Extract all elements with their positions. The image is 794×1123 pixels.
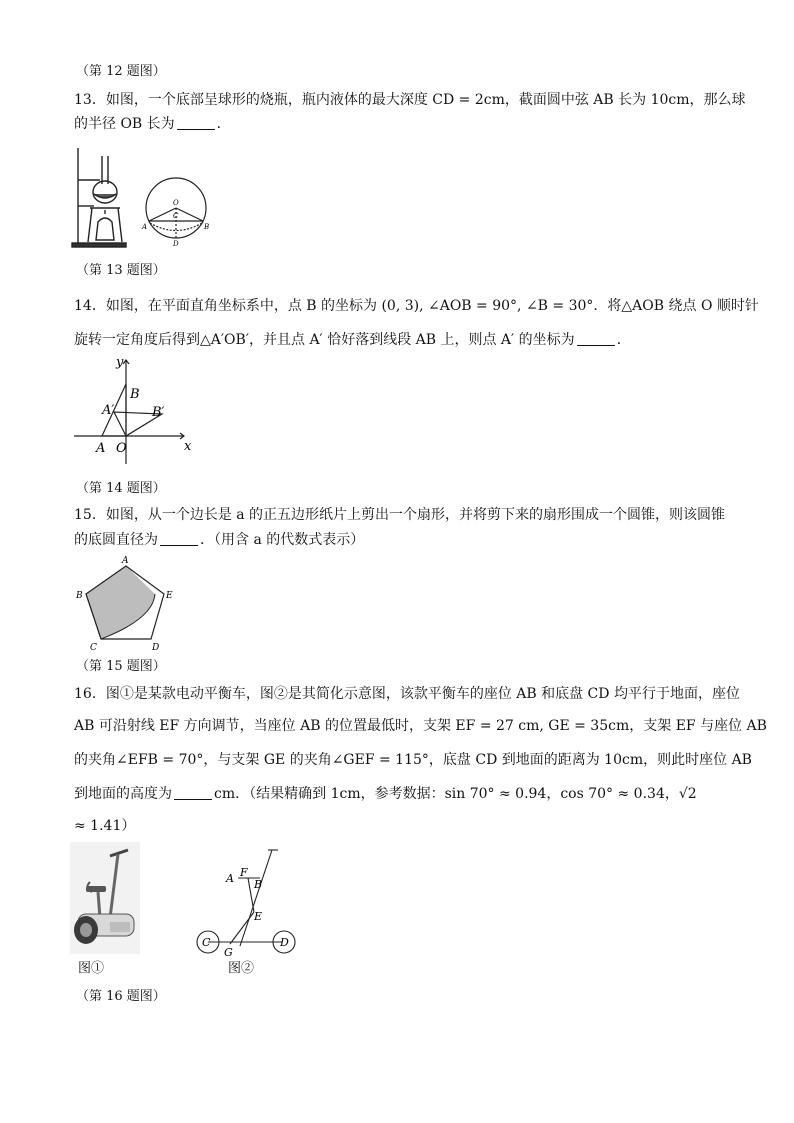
q14-label-b: B (130, 387, 140, 402)
q16-line3: 的夹角∠EFB = 70°，与支架 GE 的夹角∠GEF = 115°，底盘 CD 到地面的距离为 10cm，则此时座位 AB (74, 752, 752, 768)
q15-label-c: C (90, 643, 97, 653)
caption-q13: （第 13 题图） (76, 263, 166, 278)
caption-q14: （第 14 题图） (76, 481, 166, 496)
q14-line2-text: 旋转一定角度后得到△A′OB′，并且点 A′ 恰好落到线段 AB 上，则点 A′ 的坐标为 (74, 332, 575, 348)
q14-answer-blank (577, 331, 615, 346)
q16-label-f: F (240, 866, 248, 879)
q16-line4-end: cm．（结果精确到 1cm，参考数据：sin 70° ≈ 0.94，cos 70° ≈ 0.34，√2 (214, 786, 697, 802)
q16-answer-blank (174, 785, 212, 800)
q15-line2-text: 的底圆直径为 (74, 532, 158, 548)
q15-label-b: B (76, 591, 83, 601)
q13-answer-blank (177, 115, 215, 130)
q16-label-a: A (226, 872, 234, 885)
q15-line1: 15．如图，从一个边长是 a 的正五边形纸片上剪出一个扇形，并将剪下来的扇形围成一个圆锥，则该圆锥 (74, 507, 726, 523)
q14-line2 (74, 330, 631, 350)
q15-label-e: E (166, 591, 173, 601)
q16-label-g: G (224, 946, 233, 959)
q13-figure (70, 144, 220, 252)
q14-label-y: y (116, 355, 124, 370)
q16-line1: 16．图①是某款电动平衡车，图②是其简化示意图，该款平衡车的座位 AB 和底盘 CD 均平行于地面，座位 (74, 686, 740, 702)
q13-label-o: O (173, 199, 179, 207)
q15-line2 (74, 530, 364, 550)
caption-q16: （第 16 题图） (76, 989, 166, 1004)
q16-label-d: D (280, 936, 289, 949)
q14-label-a: A (96, 441, 106, 456)
q16-label-e: E (254, 910, 263, 923)
q13-line2-end: ． (216, 116, 231, 132)
q16-label-c: C (202, 936, 211, 949)
q13-line1: 13．如图，一个底部呈球形的烧瓶，瓶内液体的最大深度 CD = 2cm，截面圆中弦 AB 长为 10cm，那么球 (74, 92, 746, 108)
q13-label-b: B (204, 223, 210, 231)
caption-q12: （第 12 题图） (76, 64, 166, 79)
q14-line2-end: ． (616, 332, 631, 348)
q14-label-b1: B′ (152, 405, 165, 420)
q15-label-a: A (122, 556, 129, 566)
q15-answer-blank (160, 531, 198, 546)
q14-label-o: O (116, 441, 127, 456)
q15-sector-fill (86, 566, 155, 639)
q16-fig2-label: 图② (228, 961, 255, 976)
q13-label-d: D (173, 240, 179, 248)
q16-line4 (74, 784, 697, 804)
q14-label-x: x (184, 439, 192, 454)
q16-handle-rod (240, 850, 272, 946)
q16-label-b: B (254, 878, 263, 891)
q14-line1: 14．如图，在平面直角坐标系中，点 B 的坐标为 (0, 3), ∠AOB = 90°, ∠B = 30°．将△AOB 绕点 O 顺时针 (74, 298, 759, 314)
q13-line2 (74, 114, 231, 134)
q13-circle-diagram (146, 178, 206, 238)
q16-line5: ≈ 1.41） (74, 818, 136, 834)
q15-line2-end: ．（用含 a 的代数式表示） (200, 532, 365, 548)
q16-line2: AB 可沿射线 EF 方向调节，当座位 AB 的位置最低时，支架 EF = 27 cm, GE = 35cm，支架 EF 与座位 AB (74, 718, 767, 734)
q13-line2-text: 的半径 OB 长为 (74, 116, 175, 132)
q16-fig1-label: 图① (78, 961, 105, 976)
q13-label-c: C (173, 212, 179, 220)
caption-q15: （第 15 题图） (76, 659, 166, 674)
q14-figure (72, 354, 200, 466)
q16-line4-text: 到地面的高度为 (74, 786, 172, 802)
q16-schematic-figure (192, 846, 300, 960)
flask-apparatus (72, 148, 126, 247)
q14-label-a1: A′ (102, 403, 115, 418)
q13-label-a: A (142, 223, 148, 231)
q15-figure (72, 552, 180, 656)
q15-label-d: D (152, 643, 160, 653)
q16-photo-figure (70, 842, 140, 954)
